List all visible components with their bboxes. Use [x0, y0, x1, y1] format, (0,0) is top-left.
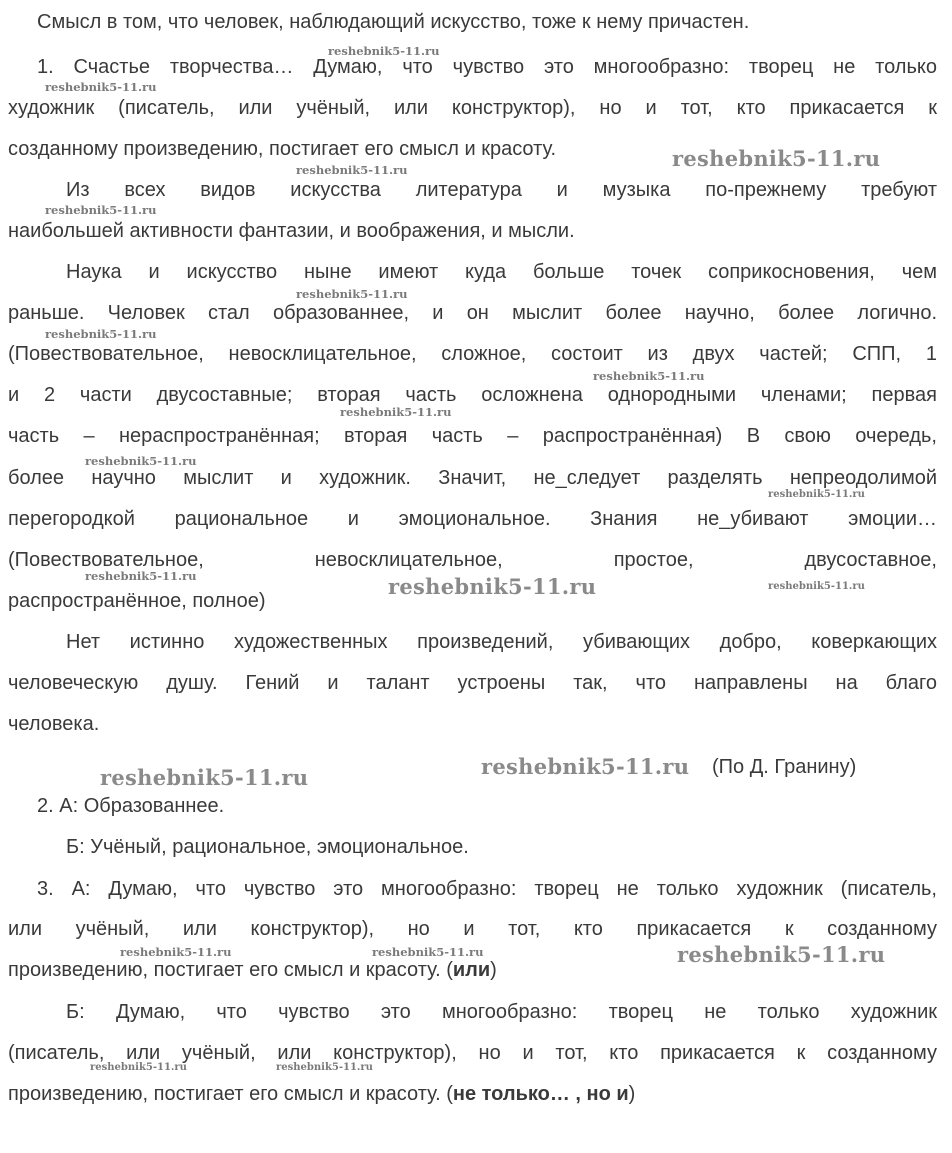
watermark: reshebnik5-11.ru: [45, 327, 157, 341]
watermark: reshebnik5-11.ru: [328, 44, 440, 58]
watermark: reshebnik5-11.ru: [768, 489, 865, 500]
answer-2b: Б: Учёный, рациональное, эмоциональное.: [66, 836, 469, 858]
text-line: часть – нераспространённая; вторая часть – распространённая) В свою очередь,: [8, 425, 937, 447]
text-line: более научно мыслит и художник. Значит, не_следует разделять непреодолимой: [8, 467, 937, 489]
text-line: созданному произведению, постигает его смысл и красоту.: [8, 138, 557, 160]
watermark: reshebnik5-11.ru: [296, 163, 408, 177]
text-line: человеческую душу. Гений и талант устроены так, что направлены на благо: [8, 672, 937, 694]
watermark: reshebnik5-11.ru: [296, 287, 408, 301]
watermark: reshebnik5-11.ru: [276, 1062, 373, 1073]
text-line: Наука и искусство ныне имеют куда больше точек соприкосновения, чем: [66, 261, 937, 283]
watermark: reshebnik5-11.ru: [45, 203, 157, 217]
text-line: и 2 части двусоставные; вторая часть осложнена однородными членами; первая: [8, 384, 937, 406]
text-segment: произведению, постигает его смысл и красоту. (: [8, 1083, 453, 1105]
watermark: reshebnik5-11.ru: [388, 574, 597, 599]
text-line: 1. Счастье творчества… Думаю, что чувство это многообразно: творец не только: [37, 56, 937, 78]
watermark: reshebnik5-11.ru: [85, 454, 197, 468]
watermark: reshebnik5-11.ru: [85, 569, 197, 583]
text-line: человека.: [8, 713, 100, 735]
text-line: Нет истинно художественных произведений, убивающих добро, коверкающих: [66, 631, 937, 653]
watermark: reshebnik5-11.ru: [340, 405, 452, 419]
text-segment: ): [628, 1083, 636, 1105]
text-line: (Повествовательное, невосклицательное, сложное, состоит из двух частей; СПП, 1: [8, 343, 937, 365]
text-line: [8, 958, 497, 982]
source-attribution: (По Д. Гранину): [712, 756, 857, 778]
watermark: reshebnik5-11.ru: [672, 146, 881, 171]
watermark: reshebnik5-11.ru: [768, 581, 865, 592]
text-line: художник (писатель, или учёный, или конструктор), но и тот, кто прикасается к: [8, 97, 937, 119]
text-line: распространённое, полное): [8, 590, 266, 612]
watermark: reshebnik5-11.ru: [120, 945, 232, 959]
text-line: наибольшей активности фантазии, и воображения, и мысли.: [8, 220, 575, 242]
text-segment: произведению, постигает его смысл и красоту. (: [8, 959, 453, 981]
watermark: reshebnik5-11.ru: [481, 754, 690, 779]
watermark: reshebnik5-11.ru: [45, 80, 157, 94]
watermark: reshebnik5-11.ru: [593, 369, 705, 383]
watermark: reshebnik5-11.ru: [90, 1062, 187, 1073]
text-line: (писатель, или учёный, или конструктор), но и тот, кто прикасается к созданному: [8, 1042, 937, 1064]
text-line: (Повествовательное, невосклицательное, простое, двусоставное,: [8, 549, 937, 571]
watermark: reshebnik5-11.ru: [372, 945, 484, 959]
watermark: reshebnik5-11.ru: [100, 765, 309, 790]
bold-conjunction: или: [452, 959, 491, 981]
answer-3a: 3. А: Думаю, что чувство это многообразно: творец не только художник (писатель,: [37, 878, 937, 900]
text-segment: ): [490, 959, 497, 981]
watermark: reshebnik5-11.ru: [677, 942, 886, 967]
text-line: раньше. Человек стал образованнее, и он мыслит более научно, более логично.: [8, 302, 937, 324]
text-line: [8, 1082, 635, 1106]
intro-line: Смысл в том, что человек, наблюдающий искусство, тоже к нему причастен.: [37, 11, 750, 33]
bold-conjunction: не только… , но и: [452, 1083, 629, 1105]
answer-2a: 2. А: Образованнее.: [37, 795, 225, 817]
text-line: перегородкой рациональное и эмоциональное. Знания не_убивают эмоции…: [8, 508, 937, 530]
text-line: или учёный, или конструктор), но и тот, кто прикасается к созданному: [8, 918, 937, 940]
answer-3b: Б: Думаю, что чувство это многообразно: творец не только художник: [66, 1001, 937, 1023]
text-line: Из всех видов искусства литература и музыка по-прежнему требуют: [66, 179, 937, 201]
